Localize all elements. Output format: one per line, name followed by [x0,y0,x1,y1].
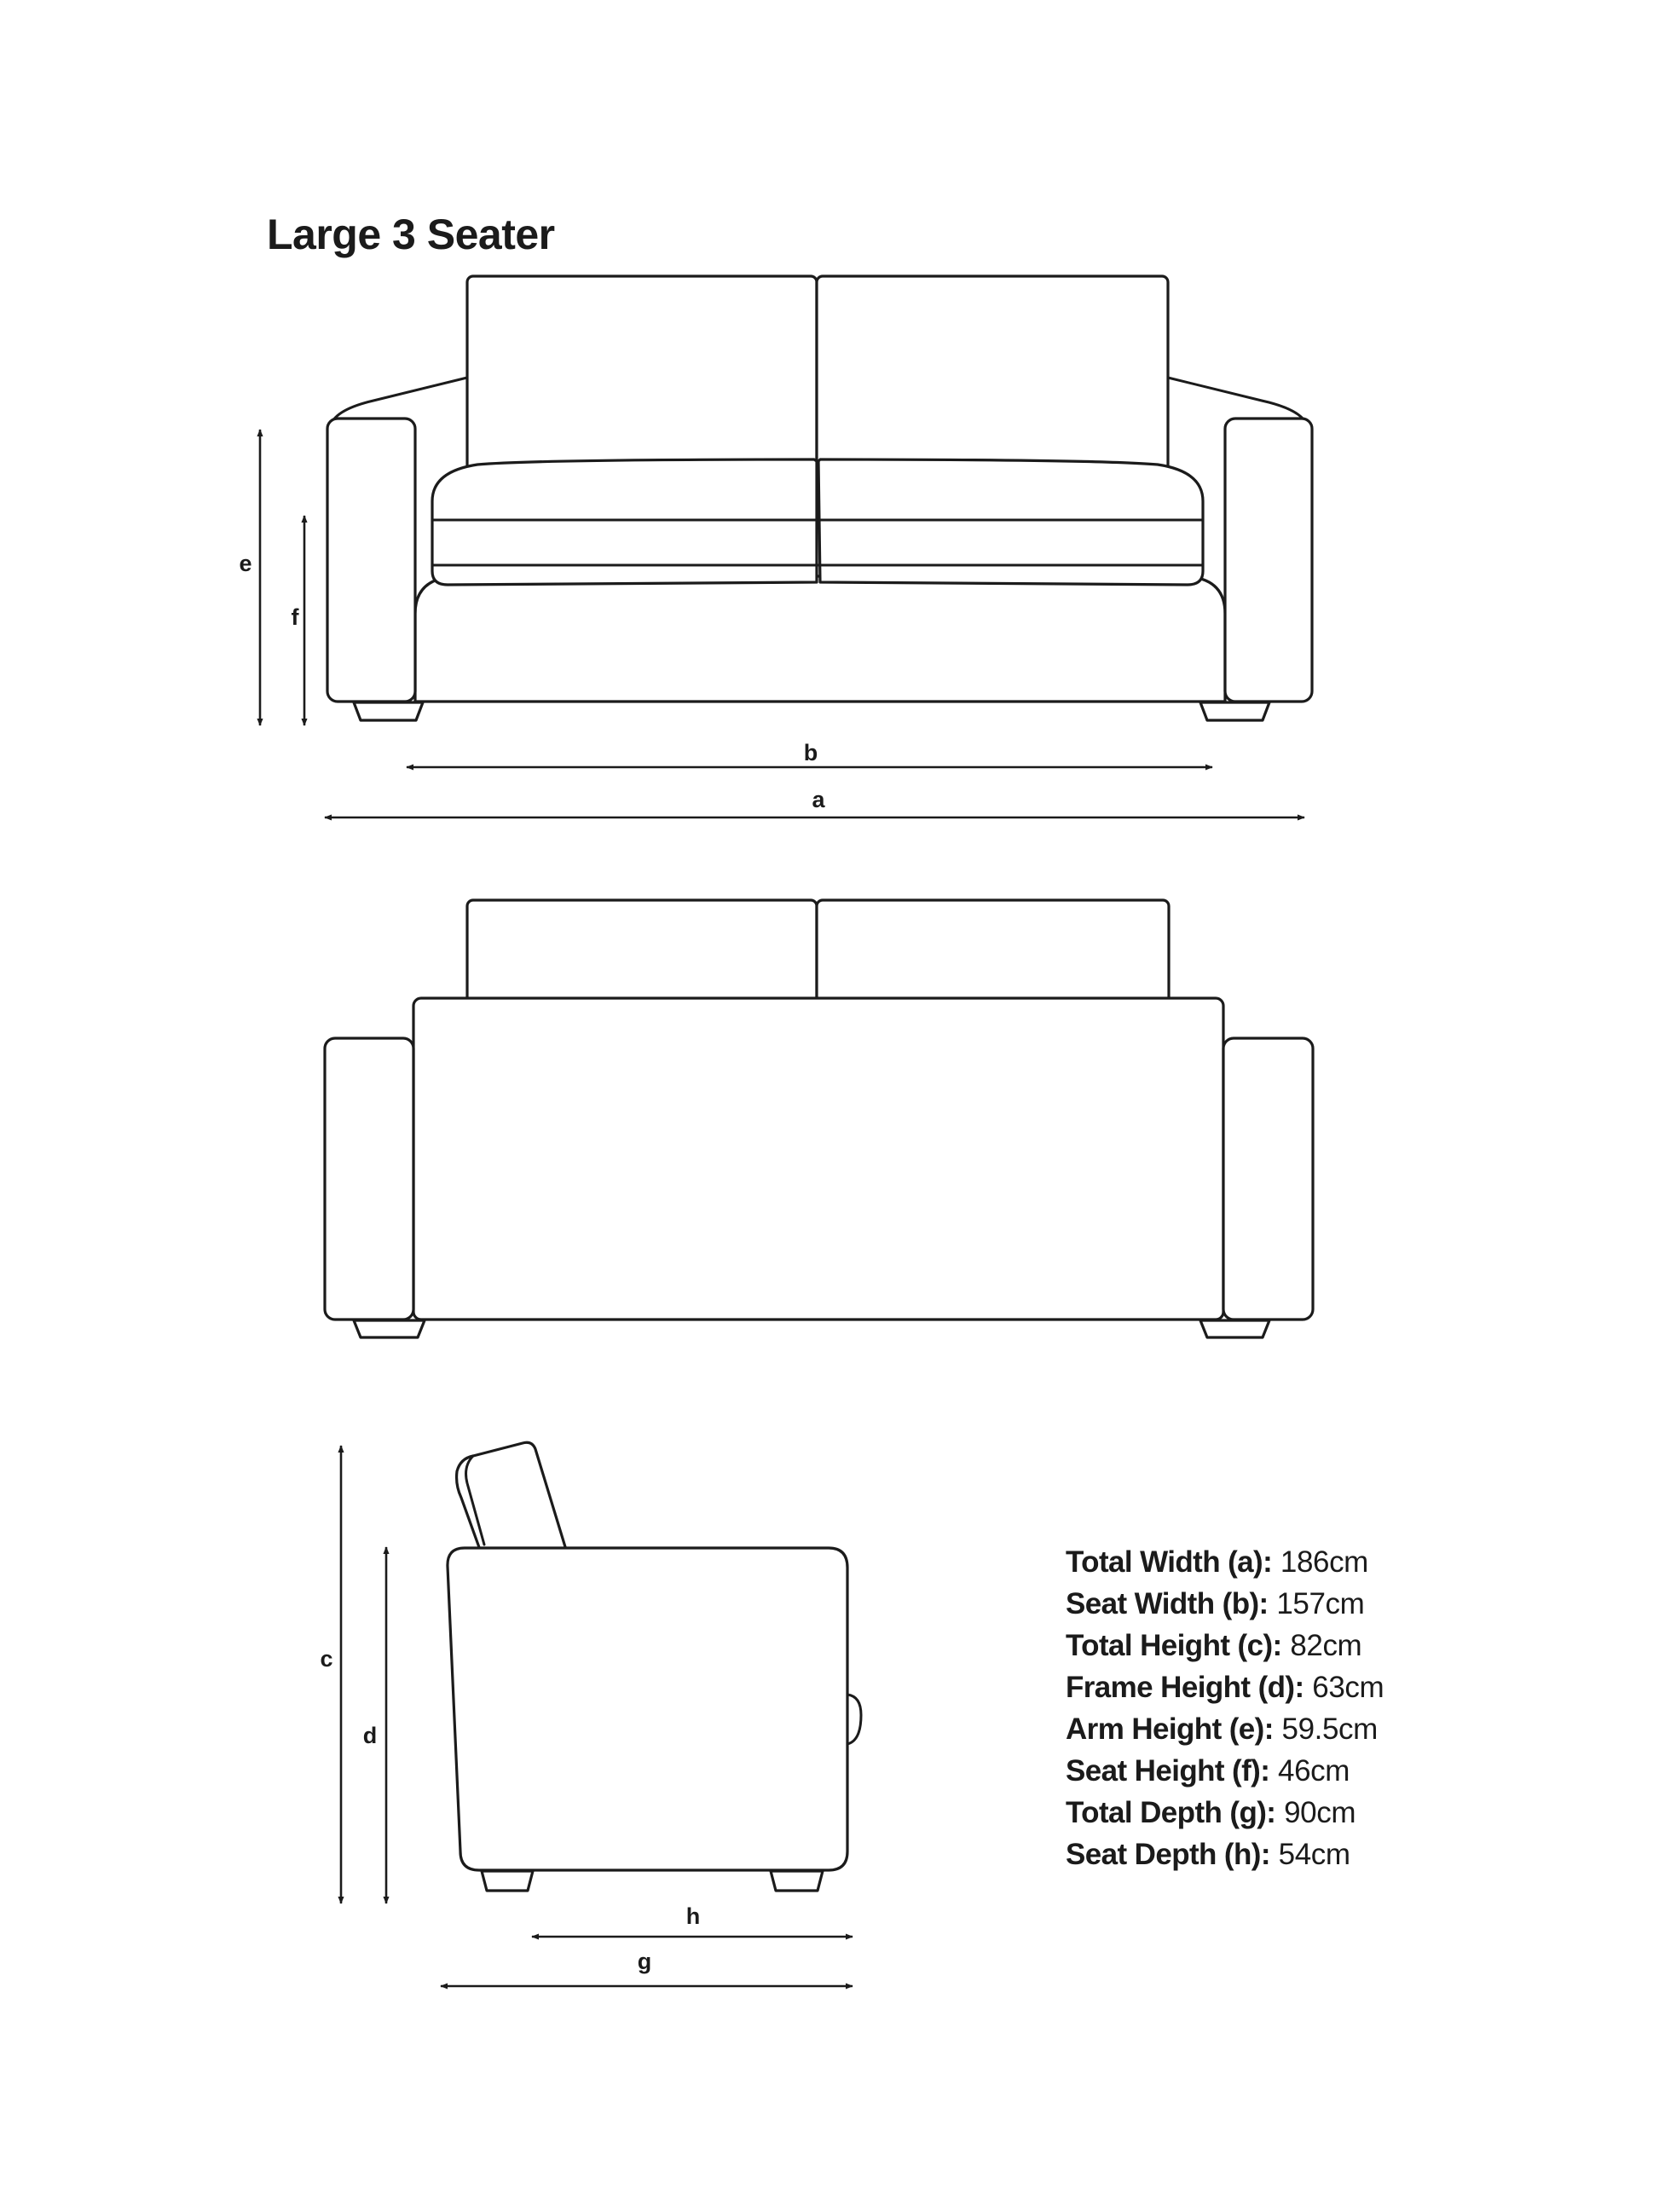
spec-name: Total Depth (g): [1066,1796,1276,1829]
spec-value: 186cm [1280,1545,1368,1579]
back-cushion-right [817,900,1169,1009]
side-body [448,1548,847,1870]
back-cushion-left [467,900,817,1009]
spec-value: 46cm [1278,1754,1350,1788]
spec-name: Seat Height (f): [1066,1754,1270,1788]
spec-value: 59.5cm [1281,1712,1378,1746]
spec-total-depth [1066,1792,1384,1834]
spec-value: 63cm [1312,1671,1384,1704]
back-foot-left [354,1320,425,1337]
spec-seat-height [1066,1750,1384,1792]
front-back-cushion-right [817,276,1168,476]
spec-total-height [1066,1625,1384,1666]
spec-value: 54cm [1278,1838,1350,1871]
front-arm-left [327,419,415,702]
side-back-cushion [457,1442,566,1550]
side-back-bump [847,1695,861,1744]
spec-name: Arm Height (e): [1066,1712,1274,1746]
front-view [239,276,1312,817]
front-base [415,576,1225,702]
dimension-label-f: f [291,604,299,630]
spec-name: Frame Height (d): [1066,1671,1304,1704]
spec-seat-width [1066,1583,1384,1625]
back-arm-left [325,1038,413,1320]
spec-name: Seat Width (b): [1066,1587,1269,1620]
spec-value: 82cm [1290,1629,1362,1662]
dimension-label-e: e [239,551,252,576]
spec-seat-depth [1066,1834,1384,1875]
spec-frame-height [1066,1666,1384,1708]
front-arm-right [1225,419,1312,702]
back-foot-right [1200,1320,1269,1337]
dimension-label-d: d [362,1723,378,1748]
back-view [325,900,1313,1337]
side-foot-back [771,1871,823,1891]
dimension-spec-list [1066,1541,1384,1875]
side-view [320,1442,861,1986]
dimension-label-h: h [685,1903,701,1929]
back-body [413,998,1223,1320]
spec-name: Seat Depth (h): [1066,1838,1270,1871]
dimension-label-b: b [803,740,818,765]
side-foot-front [482,1871,533,1891]
front-back-cushion-left [467,276,817,476]
back-arm-right [1223,1038,1313,1320]
spec-value: 157cm [1276,1587,1365,1620]
dimension-label-c: c [320,1646,333,1672]
page-title: Large 3 Seater [267,211,555,258]
spec-total-width [1066,1541,1384,1583]
spec-value: 90cm [1284,1796,1356,1829]
spec-name: Total Width (a): [1066,1545,1273,1579]
spec-name: Total Height (c): [1066,1629,1282,1662]
front-foot-left [354,702,423,720]
dimension-label-g: g [637,1949,652,1974]
dimension-label-a: a [812,787,825,812]
spec-arm-height [1066,1708,1384,1750]
front-foot-right [1200,702,1269,720]
